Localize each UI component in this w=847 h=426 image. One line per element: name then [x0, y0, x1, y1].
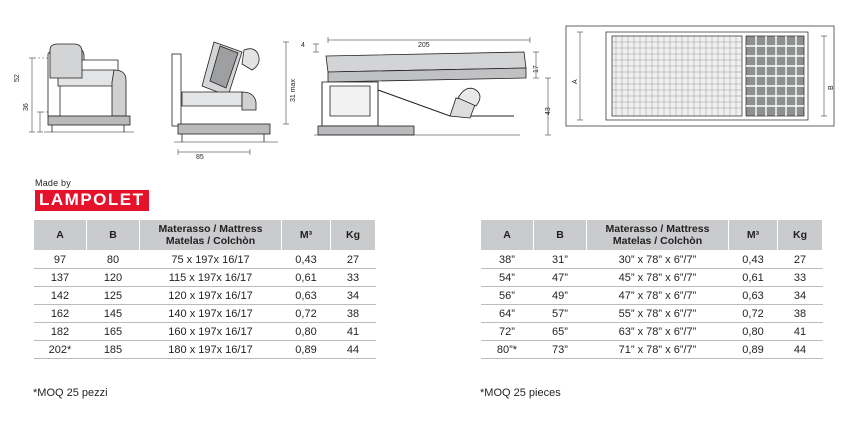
cell-a: 38” [481, 251, 534, 269]
cell-volume: 0,61 [729, 269, 778, 287]
cell-weight: 44 [778, 341, 823, 359]
cell-a: 137 [34, 269, 87, 287]
cell-weight: 27 [778, 251, 823, 269]
dim-plan-a: A [572, 79, 579, 84]
header-mattress-line1: Materasso / Mattress [605, 223, 710, 235]
cell-b: 80 [87, 251, 140, 269]
cell-weight: 41 [331, 323, 376, 341]
table-row [34, 287, 376, 305]
header-a: A [34, 220, 87, 251]
moq-note-imperial: *MOQ 25 pieces [480, 387, 561, 399]
header-volume: M³ [729, 220, 778, 251]
cell-b: 185 [87, 341, 140, 359]
cell-mattress: 45” x 78” x 6”/7” [587, 269, 729, 287]
technical-drawings [0, 0, 847, 175]
header-mattress-line2: Matelas / Colchòn [165, 235, 256, 248]
header-mattress-line2: Matelas / Colchòn [612, 235, 703, 248]
cell-b: 65” [534, 323, 587, 341]
dim-max-height: 31 max [290, 79, 297, 102]
cell-volume: 0,61 [282, 269, 331, 287]
cell-b: 120 [87, 269, 140, 287]
cell-b: 73” [534, 341, 587, 359]
cell-volume: 0,63 [729, 287, 778, 305]
cell-mattress: 47” x 78” x 6”/7” [587, 287, 729, 305]
cell-a: 202* [34, 341, 87, 359]
cell-weight: 34 [331, 287, 376, 305]
made-by-block [35, 178, 185, 211]
table-header-row [34, 220, 376, 251]
header-b: B [534, 220, 587, 251]
cell-a: 80”* [481, 341, 534, 359]
table-row [481, 323, 823, 341]
cell-volume: 0,72 [282, 305, 331, 323]
cell-volume: 0,80 [729, 323, 778, 341]
table-row [34, 323, 376, 341]
table-row [481, 287, 823, 305]
table-row [34, 305, 376, 323]
header-b: B [87, 220, 140, 251]
table-row [34, 251, 376, 269]
moq-note-metric: *MOQ 25 pezzi [33, 387, 108, 399]
table-row [481, 305, 823, 323]
cell-mattress: 140 x 197x 16/17 [140, 305, 282, 323]
cell-b: 31” [534, 251, 587, 269]
cell-mattress: 71” x 78” x 6”/7” [587, 341, 729, 359]
cell-volume: 0,89 [282, 341, 331, 359]
dim-frame-height: 43 [545, 107, 552, 115]
cell-mattress: 120 x 197x 16/17 [140, 287, 282, 305]
cell-a: 72” [481, 323, 534, 341]
cell-volume: 0,89 [729, 341, 778, 359]
dim-bed-length: 205 [418, 42, 430, 49]
drawing-side-view [14, 20, 154, 145]
cell-a: 97 [34, 251, 87, 269]
cell-weight: 38 [778, 305, 823, 323]
cell-a: 162 [34, 305, 87, 323]
cell-a: 56” [481, 287, 534, 305]
header-mattress-line1: Materasso / Mattress [158, 223, 263, 235]
cell-a: 182 [34, 323, 87, 341]
cell-volume: 0,80 [282, 323, 331, 341]
dim-seat-height: 52 [14, 74, 21, 82]
cell-mattress: 180 x 197x 16/17 [140, 341, 282, 359]
cell-weight: 34 [778, 287, 823, 305]
header-mattress [140, 220, 282, 251]
cell-mattress: 63” x 78” x 6”/7” [587, 323, 729, 341]
drawing-opening-view [158, 20, 298, 160]
cell-volume: 0,43 [729, 251, 778, 269]
cell-volume: 0,72 [729, 305, 778, 323]
cell-mattress: 160 x 197x 16/17 [140, 323, 282, 341]
spec-table-metric [33, 219, 376, 359]
cell-b: 47” [534, 269, 587, 287]
drawing-plan-view [560, 22, 840, 132]
dim-base-height: 36 [23, 103, 30, 111]
cell-b: 125 [87, 287, 140, 305]
cell-weight: 44 [331, 341, 376, 359]
cell-mattress: 30” x 78” x 6”/7” [587, 251, 729, 269]
cell-a: 142 [34, 287, 87, 305]
cell-volume: 0,43 [282, 251, 331, 269]
cell-a: 54” [481, 269, 534, 287]
header-weight: Kg [778, 220, 823, 251]
cell-b: 57” [534, 305, 587, 323]
made-by-label: Made by [35, 178, 71, 188]
cell-weight: 38 [331, 305, 376, 323]
cell-mattress: 115 x 197x 16/17 [140, 269, 282, 287]
cell-mattress: 75 x 197x 16/17 [140, 251, 282, 269]
header-a: A [481, 220, 534, 251]
table-row [34, 269, 376, 287]
spec-table-imperial [480, 219, 823, 359]
dim-depth: 85 [196, 154, 204, 161]
brand-logo: LAMPOLET [35, 190, 149, 211]
dim-plan-b: B [828, 85, 835, 90]
cell-b: 145 [87, 305, 140, 323]
cell-weight: 33 [331, 269, 376, 287]
header-volume: M³ [282, 220, 331, 251]
header-weight: Kg [331, 220, 376, 251]
table-row [481, 251, 823, 269]
table-row [34, 341, 376, 359]
dim-mattress-thickness: 4 [301, 42, 305, 49]
header-mattress [587, 220, 729, 251]
cell-a: 64” [481, 305, 534, 323]
cell-weight: 33 [778, 269, 823, 287]
dim-bed-height: 17 [533, 65, 540, 73]
cell-volume: 0,63 [282, 287, 331, 305]
drawing-bed-view [300, 20, 560, 145]
table-row [481, 269, 823, 287]
cell-weight: 27 [331, 251, 376, 269]
cell-b: 49” [534, 287, 587, 305]
cell-mattress: 55” x 78” x 6”/7” [587, 305, 729, 323]
table-row [481, 341, 823, 359]
cell-b: 165 [87, 323, 140, 341]
table-header-row [481, 220, 823, 251]
cell-weight: 41 [778, 323, 823, 341]
